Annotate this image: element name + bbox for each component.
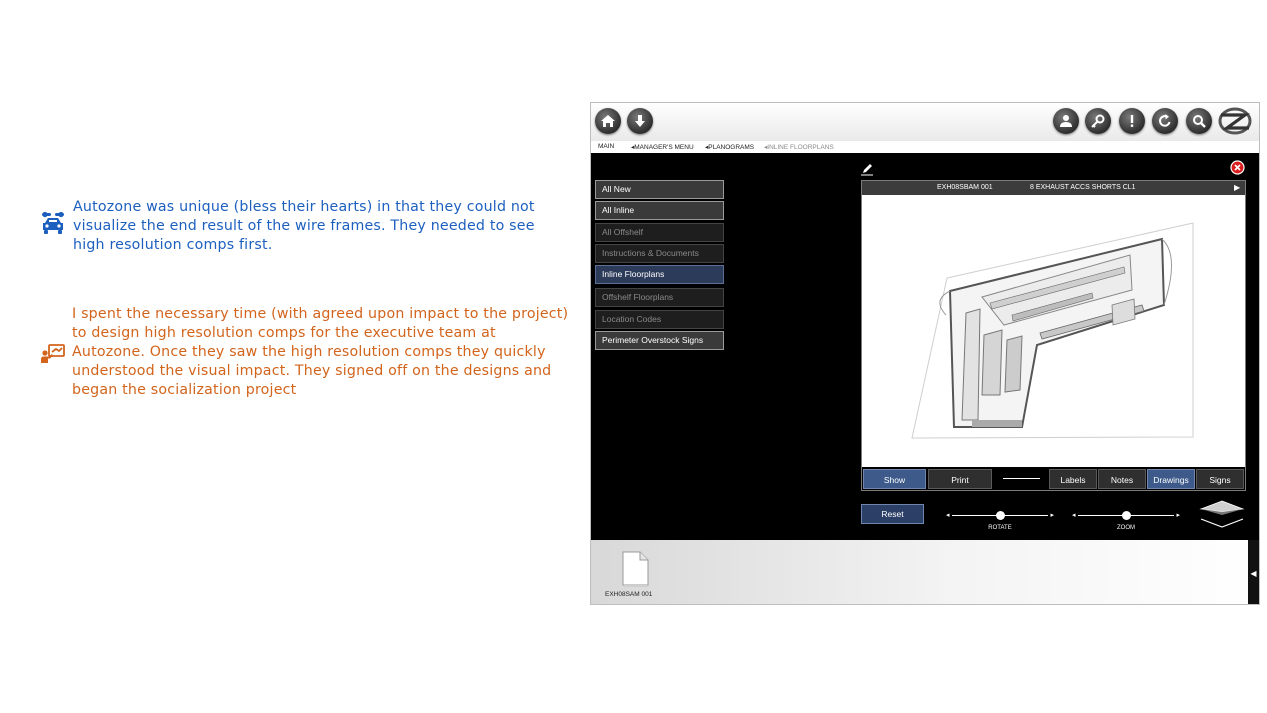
breadcrumb-current: ◂INLINE FLOORPLANS	[764, 144, 834, 151]
note-high-res-comps	[40, 305, 570, 400]
planogram-code: EXH08SBAM 001	[937, 184, 993, 191]
home-icon[interactable]	[595, 108, 621, 134]
menu-all-offshelf[interactable]: All Offshelf	[595, 223, 724, 242]
app-screenshot	[590, 102, 1260, 605]
play-icon[interactable]: ▶	[1234, 183, 1241, 192]
main-stage	[591, 153, 1259, 540]
print-button[interactable]: Print	[928, 469, 992, 489]
arrow-right-icon: ▸	[1050, 511, 1054, 519]
drawings-button[interactable]: Drawings	[1147, 469, 1195, 489]
arrow-right-icon: ▸	[1176, 511, 1180, 519]
breadcrumb-main[interactable]: MAIN	[598, 143, 615, 150]
refresh-icon[interactable]	[1152, 108, 1178, 134]
alert-icon[interactable]	[1119, 108, 1145, 134]
zoom-slider[interactable]	[1072, 511, 1180, 533]
reset-button[interactable]: Reset	[861, 504, 924, 524]
floorplan-canvas[interactable]	[862, 195, 1245, 467]
viewer-header	[862, 181, 1245, 195]
rotate-knob[interactable]	[996, 511, 1005, 520]
menu-all-new[interactable]: All New	[595, 180, 724, 199]
document-tray	[591, 540, 1259, 605]
breadcrumb-planograms[interactable]: ◂PLANOGRAMS	[705, 144, 755, 151]
viewer-toolbar	[862, 469, 1245, 490]
menu-location-codes[interactable]: Location Codes	[595, 310, 724, 329]
download-icon[interactable]	[627, 108, 653, 134]
notes-button[interactable]: Notes	[1098, 469, 1146, 489]
note-wireframe-issue	[40, 198, 570, 255]
arrow-left-icon: ◂	[1072, 511, 1076, 519]
breadcrumb-managers-menu[interactable]: ◂MANAGER'S MENU	[631, 144, 694, 151]
close-icon[interactable]	[1230, 160, 1245, 175]
toolbar	[591, 103, 1259, 141]
labels-button[interactable]: Labels	[1049, 469, 1097, 489]
edit-icon[interactable]	[860, 161, 874, 175]
search-icon[interactable]	[1186, 108, 1212, 134]
document-file-icon[interactable]	[620, 550, 650, 588]
signs-button[interactable]: Signs	[1196, 469, 1244, 489]
breadcrumb	[591, 141, 1259, 153]
chevron-left-icon: ◀	[1250, 568, 1257, 578]
arrow-left-icon: ◂	[946, 511, 950, 519]
zoom-knob[interactable]	[1122, 511, 1131, 520]
view-toggle-icon[interactable]	[1197, 499, 1247, 529]
toolbar-divider	[1003, 478, 1040, 479]
note-text: Autozone was unique (bless their hearts) in that they could not visualize the end result of the wire frames. They needed to see high resolution comps first.	[73, 199, 535, 253]
planogram-title: 8 EXHAUST ACCS SHORTS CL1	[1030, 184, 1136, 191]
show-button[interactable]: Show	[863, 469, 926, 489]
zoom-label: ZOOM	[1117, 525, 1135, 531]
menu-offshelf-floorplans[interactable]: Offshelf Floorplans	[595, 288, 724, 307]
menu-inline-floorplans[interactable]: Inline Floorplans	[595, 265, 724, 284]
rotate-slider[interactable]	[946, 511, 1054, 533]
floorplan-viewer	[861, 180, 1246, 491]
menu-instructions-documents[interactable]: Instructions & Documents	[595, 244, 724, 263]
user-icon[interactable]	[1053, 108, 1079, 134]
autozone-logo	[1217, 107, 1253, 135]
key-icon[interactable]	[1085, 108, 1111, 134]
note-text: I spent the necessary time (with agreed upon impact to the project) to design high resolution comps for the executive team at Autozone. Once they saw the high resolution comps they quickly understood the visual impact. They signed off on the designs and began the socialization project	[72, 306, 569, 398]
rotate-label: ROTATE	[988, 525, 1012, 531]
menu-perimeter-overstock-signs[interactable]: Perimeter Overstock Signs	[595, 331, 724, 350]
document-label: EXH08SAM 001	[605, 591, 653, 598]
menu-all-inline[interactable]: All Inline	[595, 201, 724, 220]
floorplan-drawing	[862, 195, 1245, 467]
tray-collapse-tab[interactable]	[1248, 540, 1259, 605]
car-tools-icon	[40, 210, 66, 240]
presenter-icon	[40, 343, 66, 369]
